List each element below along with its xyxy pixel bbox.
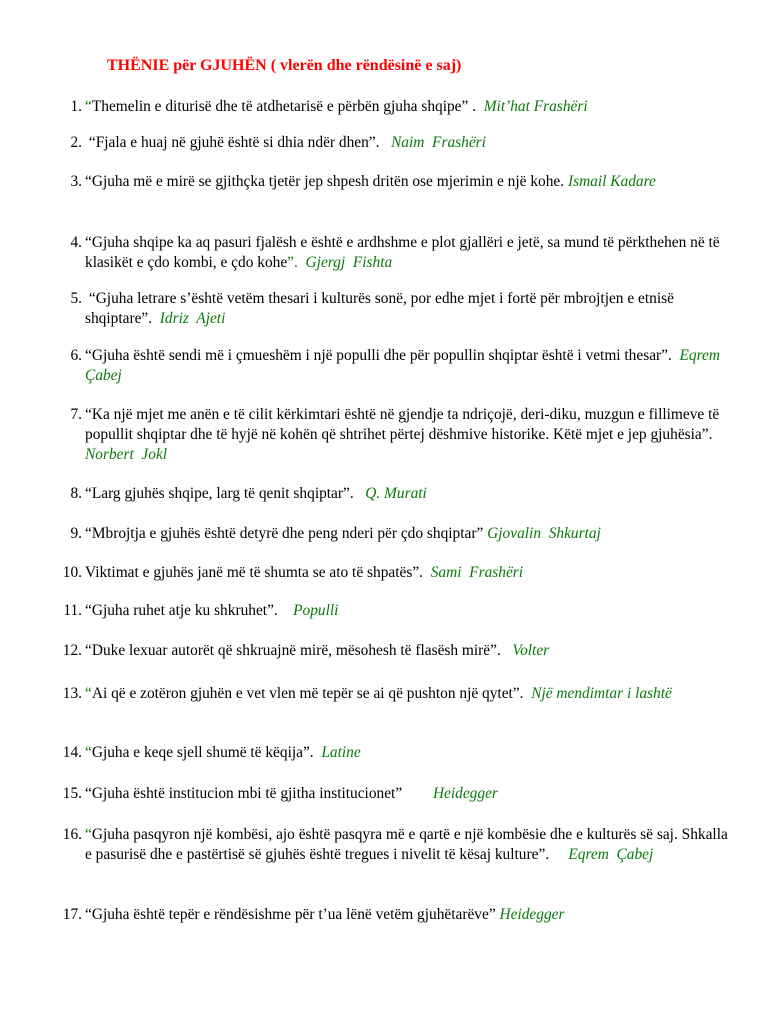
quote-text: “Larg gjuhës shqipe, larg të qenit shqiptar”. — [85, 485, 366, 502]
quote-item — [52, 743, 738, 763]
quote-body — [85, 563, 738, 583]
quote-item — [52, 484, 738, 504]
quote-item — [52, 233, 738, 273]
quote-author: Heidegger — [432, 785, 498, 802]
quote-body — [85, 905, 738, 925]
quote-author: Gjovalin Shkurtaj — [487, 525, 601, 542]
quote-item — [52, 346, 738, 386]
quote-item — [52, 563, 738, 583]
quote-number: 9. — [70, 525, 82, 542]
quote-body — [85, 825, 738, 865]
quote-text: “Ka një mjet me anën e të cilit kërkimtari është në gjendje ta ndriçojë, deri-diku, muzgun e fillimeve të popullit shqiptar dhe të hyjë në kohën që shtrihet përtej dëshmive historike. Këtë mjet e jep gjuhësia”. — [85, 406, 724, 443]
quote-body — [85, 346, 738, 386]
quote-author: Ismail Kadare — [567, 173, 656, 190]
quote-text: “Gjuha është tepër e rëndësishme për t’ua lënë vetëm gjuhëtarëve” — [85, 906, 500, 923]
quote-number: 12. — [62, 642, 82, 659]
quote-author: Volter — [512, 642, 550, 659]
quote-item — [52, 133, 738, 153]
quote-number: 4. — [70, 234, 82, 251]
quote-number: 1. — [70, 98, 82, 115]
quote-open-mark: “ — [85, 744, 92, 761]
quote-number: 17. — [62, 906, 82, 923]
quote-open-mark: “ — [85, 685, 92, 702]
quote-text: “Duke lexuar autorët që shkruajnë mirë, mësohesh të flasësh mirë”. — [85, 642, 513, 659]
quote-item — [52, 172, 738, 192]
quote-text: “Gjuha letrare s’është vetëm thesari i kulturës sonë, por edhe mjet i fortë për mbrojtjen e etnisë shqiptare”. — [85, 290, 678, 327]
page-title: THËNIE për GJUHËN ( vlerën dhe rëndësinë e saj) — [107, 57, 462, 74]
quote-text: “Gjuha shqipe ka aq pasuri fjalësh e është e ardhshme e plot gjallëri e jetë, sa mund të përkthehen në të klasikët e çdo kombi, e çdo kohe — [85, 234, 724, 271]
quote-text: “Gjuha ruhet atje ku shkruhet”. — [85, 602, 294, 619]
quote-item — [52, 784, 738, 804]
quote-author: Naim Frashëri — [391, 134, 486, 151]
quote-text: Gjuha pasqyron një kombësi, ajo është pasqyra më e qartë e një kombësie dhe e kulturës së saj. Shkalla e pasurisë dhe e pastërtisë së gjuhës është tregues i nivelit të kësaj kulture”. — [85, 826, 732, 863]
quote-author: Eqrem Çabej — [85, 347, 724, 384]
quote-text: “Gjuha është institucion mbi të gjitha institucionet” — [85, 785, 433, 802]
quote-body — [85, 405, 738, 465]
quote-body — [85, 641, 738, 661]
quote-author: Q. Murati — [365, 485, 427, 502]
quote-item — [52, 825, 738, 865]
quote-item — [52, 641, 738, 661]
quote-number: 7. — [70, 406, 82, 423]
quote-body — [85, 601, 738, 621]
quote-open-mark: “ — [85, 98, 92, 115]
quote-author: Heidegger — [499, 906, 565, 923]
quote-author: Mit’hat Frashëri — [483, 98, 588, 115]
quote-number: 8. — [70, 485, 82, 502]
quote-author: Latine — [321, 744, 361, 761]
quote-item — [52, 524, 738, 544]
quote-text: “Gjuha më e mirë se gjithçka tjetër jep shpesh dritën ose mjerimin e një kohe. — [85, 173, 568, 190]
quote-close-mark: ”. — [287, 254, 306, 271]
quote-item — [52, 405, 738, 465]
quote-item — [52, 289, 738, 329]
quote-item — [52, 905, 738, 925]
quote-body — [85, 484, 738, 504]
quote-open-mark: “ — [85, 826, 92, 843]
quote-item — [52, 601, 738, 621]
quote-body — [85, 172, 738, 192]
quote-number: 15. — [62, 785, 82, 802]
quote-body — [85, 743, 738, 763]
quote-body — [85, 524, 738, 544]
quote-author: Norbert Jokl — [85, 446, 168, 463]
quote-text: Viktimat e gjuhës janë më të shumta se ato të shpatës”. — [85, 564, 431, 581]
quote-number: 11. — [63, 602, 82, 619]
quote-number: 10. — [62, 564, 82, 581]
quote-body — [85, 784, 738, 804]
quote-body — [85, 233, 738, 273]
quote-body — [85, 97, 738, 117]
quote-text: “Mbrojtja e gjuhës është detyrë dhe peng nderi për çdo shqiptar” — [85, 525, 488, 542]
quote-body — [85, 133, 738, 153]
quote-text: “Fjala e huaj në gjuhë është si dhia ndër dhen”. — [85, 134, 392, 151]
quote-number: 5. — [70, 290, 82, 307]
quote-body — [85, 684, 738, 704]
quote-item — [52, 97, 738, 117]
quote-number: 2. — [70, 134, 82, 151]
quote-author: Gjergj Fishta — [305, 254, 393, 271]
quote-author: Sami Frashëri — [430, 564, 524, 581]
quote-body — [85, 289, 738, 329]
quote-author: Eqrem Çabej — [568, 846, 654, 863]
quote-number: 6. — [70, 347, 82, 364]
quote-text: “Gjuha është sendi më i çmueshëm i një populli dhe për popullin shqiptar është i vetmi thesar”. — [85, 347, 680, 364]
quote-author: Një mendimtar i lashtë — [531, 685, 672, 702]
quote-number: 3. — [70, 173, 82, 190]
quote-author: Idriz Ajeti — [159, 310, 226, 327]
quote-number: 13. — [62, 685, 82, 702]
quote-text: Themelin e diturisë dhe të atdhetarisë e përbën gjuha shqipe” . — [91, 98, 484, 115]
quote-number: 16. — [62, 826, 82, 843]
quote-item — [52, 684, 738, 704]
quote-text: Gjuha e keqe sjell shumë të këqija”. — [91, 744, 322, 761]
quote-author: Populli — [293, 602, 339, 619]
quote-text: Ai që e zotëron gjuhën e vet vlen më tepër se ai që pushton një qytet”. — [91, 685, 532, 702]
quote-number: 14. — [62, 744, 82, 761]
